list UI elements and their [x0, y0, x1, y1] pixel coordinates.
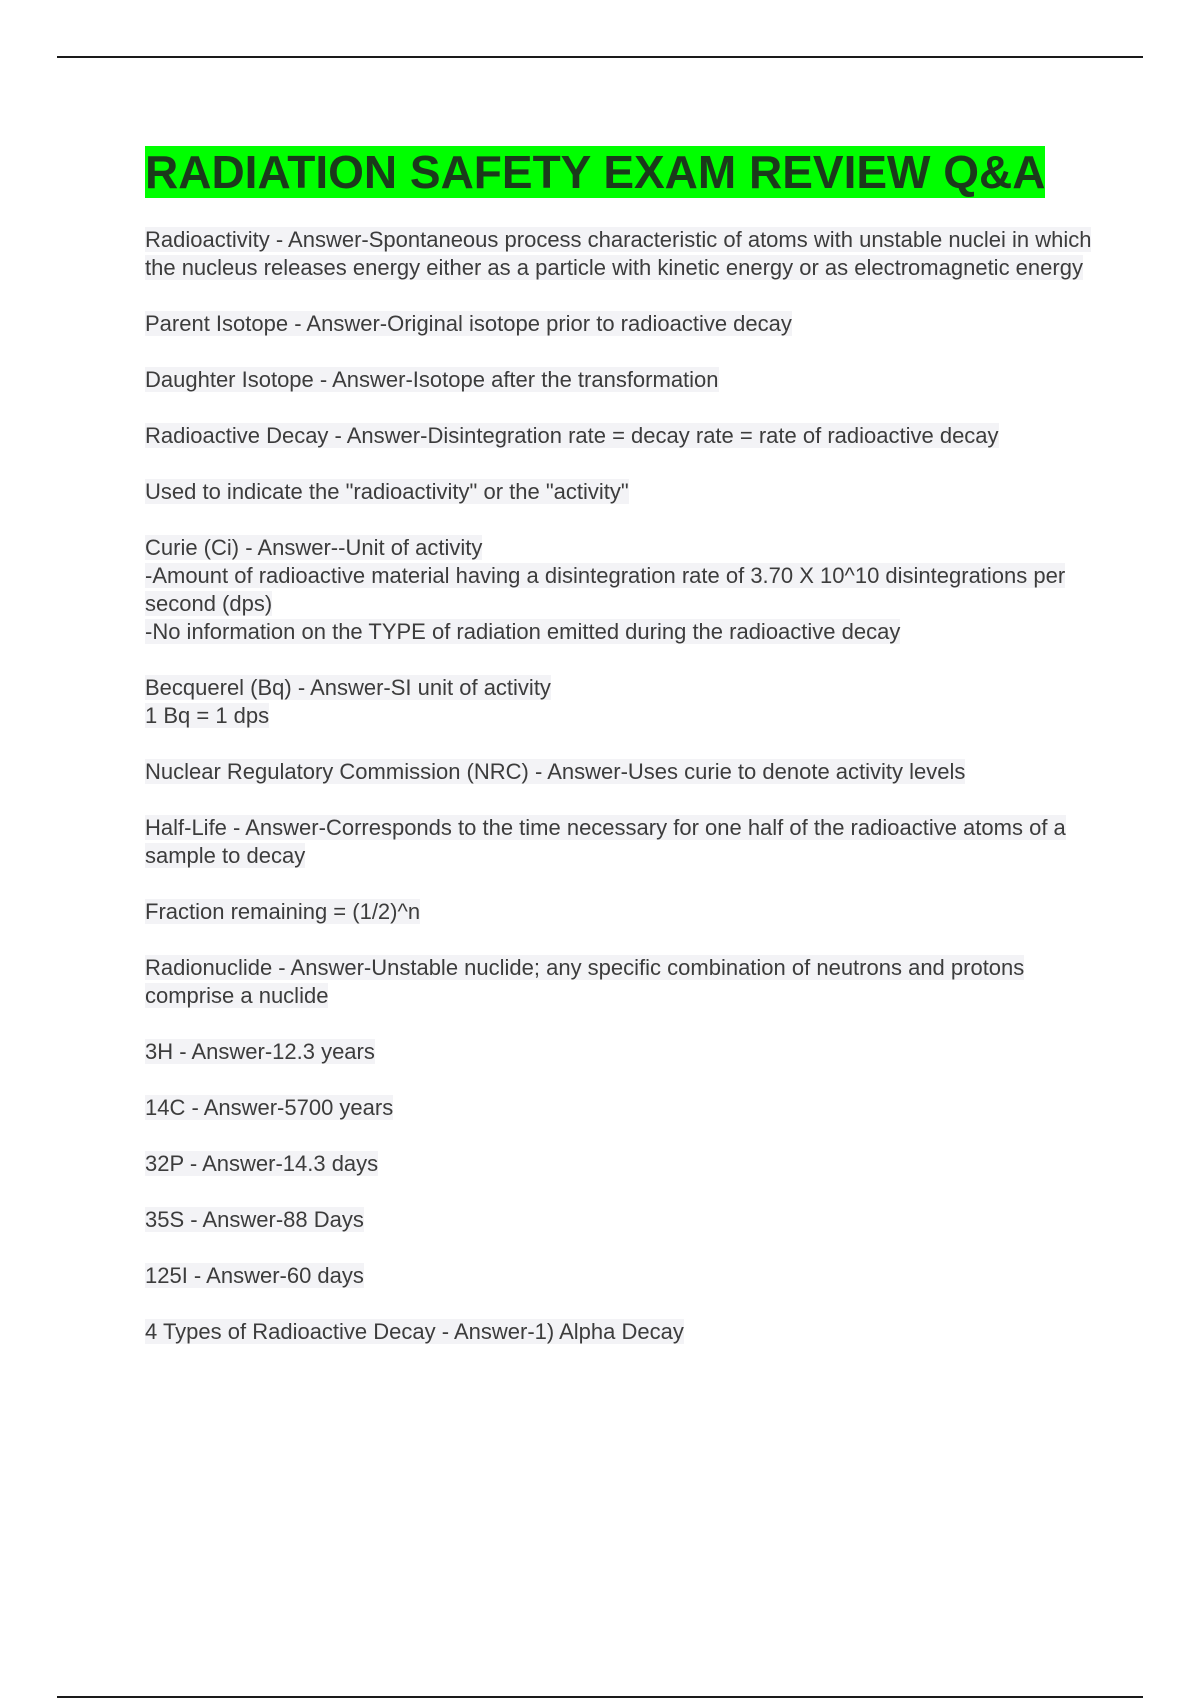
document-title: [145, 144, 1105, 200]
qa-entry-line: [145, 478, 1105, 506]
qa-entry-line: [145, 226, 1105, 282]
qa-entry: [145, 758, 1105, 786]
qa-entry-line: [145, 1038, 1105, 1066]
qa-entry-text: -Amount of radioactive material having a disintegration rate of 3.70 X 10^10 disintegrations per second (dps): [145, 563, 1066, 616]
qa-entry-line: [145, 1094, 1105, 1122]
qa-entry-text: Becquerel (Bq) - Answer-SI unit of activity: [145, 675, 551, 700]
qa-entry-text: 1 Bq = 1 dps: [145, 703, 270, 728]
qa-entry: [145, 1262, 1105, 1290]
qa-entry: [145, 898, 1105, 926]
qa-entry-text: Nuclear Regulatory Commission (NRC) - Answer-Uses curie to denote activity levels: [145, 759, 966, 784]
document-title-text: RADIATION SAFETY EXAM REVIEW Q&A: [145, 146, 1046, 198]
qa-entry-text: 35S - Answer-88 Days: [145, 1207, 364, 1232]
qa-entry: [145, 534, 1105, 646]
qa-entry-line: [145, 674, 1105, 702]
qa-entry-line: [145, 898, 1105, 926]
qa-entry-text: Radionuclide - Answer-Unstable nuclide; any specific combination of neutrons and protons comprise a nuclide: [145, 955, 1025, 1008]
qa-entry-line: [145, 310, 1105, 338]
qa-entry-line: [145, 702, 1105, 730]
qa-entry: [145, 1318, 1105, 1346]
qa-entry-line: [145, 618, 1105, 646]
qa-entries: [145, 226, 1105, 1346]
qa-entry: [145, 1150, 1105, 1178]
qa-entry-text: Curie (Ci) - Answer--Unit of activity: [145, 535, 483, 560]
qa-entry: [145, 814, 1105, 870]
qa-entry-text: 3H - Answer-12.3 years: [145, 1039, 375, 1064]
top-rule: [57, 56, 1143, 58]
qa-entry-line: [145, 1206, 1105, 1234]
qa-entry-line: [145, 562, 1105, 618]
qa-entry: [145, 478, 1105, 506]
qa-entry: [145, 310, 1105, 338]
qa-entry-line: [145, 534, 1105, 562]
qa-entry: [145, 366, 1105, 394]
qa-entry-text: Parent Isotope - Answer-Original isotope prior to radioactive decay: [145, 311, 792, 336]
qa-entry: [145, 674, 1105, 730]
qa-entry-text: 32P - Answer-14.3 days: [145, 1151, 379, 1176]
qa-entry-line: [145, 1262, 1105, 1290]
qa-entry-line: [145, 758, 1105, 786]
qa-entry-text: Half-Life - Answer-Corresponds to the time necessary for one half of the radioactive atoms of a sample to decay: [145, 815, 1066, 868]
qa-entry-line: [145, 366, 1105, 394]
qa-entry: [145, 954, 1105, 1010]
qa-entry-line: [145, 1318, 1105, 1346]
bottom-rule: [57, 1696, 1143, 1698]
qa-entry: [145, 422, 1105, 450]
qa-entry-text: Daughter Isotope - Answer-Isotope after the transformation: [145, 367, 719, 392]
qa-entry-line: [145, 422, 1105, 450]
qa-entry-text: 4 Types of Radioactive Decay - Answer-1) Alpha Decay: [145, 1319, 684, 1344]
qa-entry-text: Fraction remaining = (1/2)^n: [145, 899, 421, 924]
qa-entry-text: 14C - Answer-5700 years: [145, 1095, 394, 1120]
qa-entry-line: [145, 1150, 1105, 1178]
qa-entry: [145, 1038, 1105, 1066]
qa-entry-text: 125I - Answer-60 days: [145, 1263, 364, 1288]
qa-entry-text: Radioactivity - Answer-Spontaneous process characteristic of atoms with unstable nuclei in which the nucleus releases energy either as a particle with kinetic energy or as electromagnetic energy: [145, 227, 1092, 280]
qa-entry-text: -No information on the TYPE of radiation emitted during the radioactive decay: [145, 619, 901, 644]
qa-entry-text: Radioactive Decay - Answer-Disintegration rate = decay rate = rate of radioactive decay: [145, 423, 999, 448]
qa-entry-text: Used to indicate the "radioactivity" or the "activity": [145, 479, 629, 504]
qa-entry-line: [145, 814, 1105, 870]
document-body: [145, 144, 1105, 1374]
qa-entry: [145, 1206, 1105, 1234]
qa-entry: [145, 226, 1105, 282]
qa-entry-line: [145, 954, 1105, 1010]
qa-entry: [145, 1094, 1105, 1122]
